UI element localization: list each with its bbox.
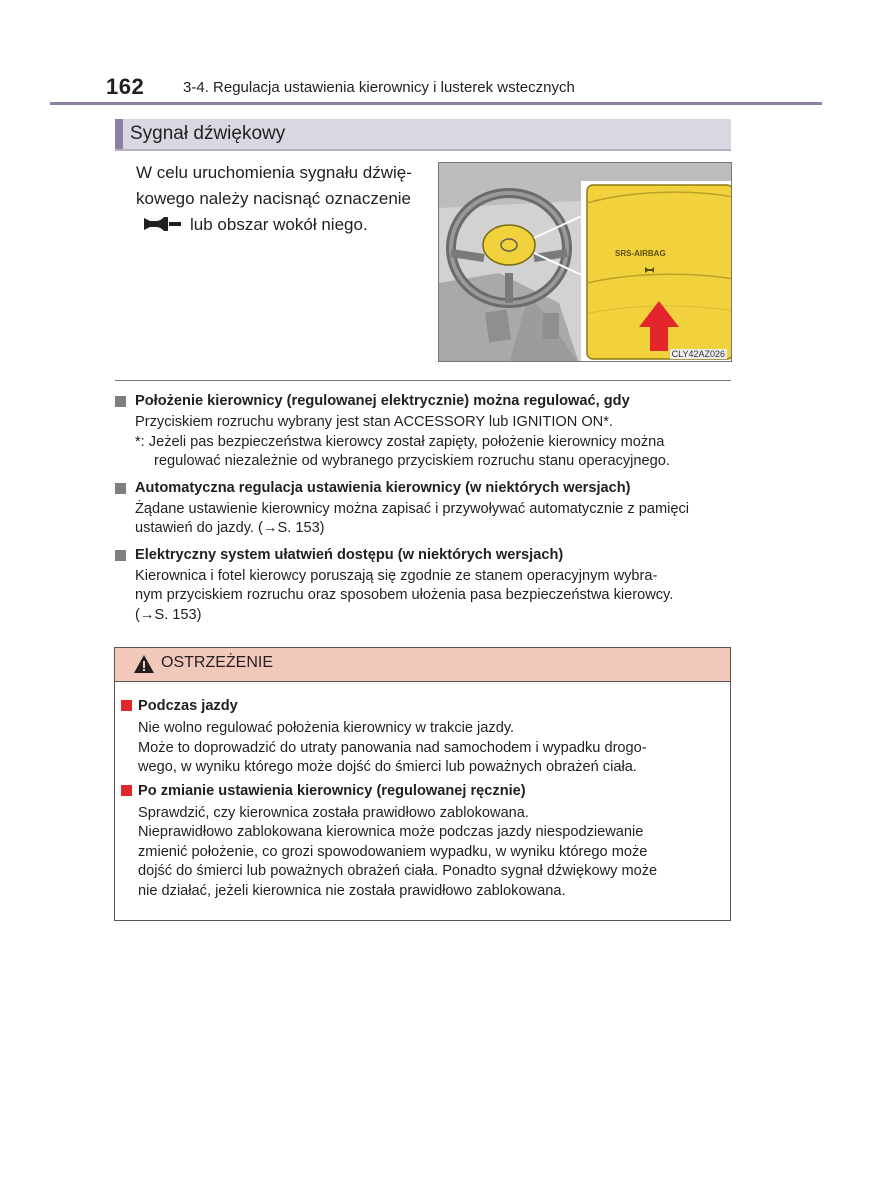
warning-block-title: Po zmianie ustawienia kierownicy (regulowanej ręcznie) — [138, 782, 526, 799]
figure-code: CLY42AZ026 — [671, 349, 725, 359]
warning-line: Sprawdzić, czy kierownica została prawidłowo zablokowana. — [138, 804, 529, 821]
warning-block-heading — [121, 781, 730, 801]
intro-line-3: lub obszar wokół niego. — [190, 215, 368, 234]
item-line: (→S. 153) — [135, 606, 202, 623]
section-title — [115, 119, 731, 151]
footnote-line: regulować niezależnie od wybranego przyciskiem rozruchu stanu operacyjnego. — [154, 453, 670, 469]
red-bullet-square — [121, 785, 132, 796]
item-heading — [115, 391, 731, 411]
bullet-square — [115, 483, 126, 494]
warning-block-text — [121, 719, 730, 778]
section-title-bar — [115, 119, 123, 149]
item-title: Automatyczna regulacja ustawienia kierownicy (w niektórych wersjach) — [135, 479, 631, 496]
warning-line: Może to doprowadzić do utraty panowania nad samochodem i wypadku drogo- — [138, 739, 647, 756]
warning-line: Nieprawidłowo zablokowana kierownica może podczas jazdy niespodziewanie — [138, 824, 644, 840]
item-heading — [115, 545, 731, 565]
warning-line: Nie wolno regulować położenia kierownicy w trakcie jazdy. — [138, 720, 515, 736]
warning-line: nie działać, jeżeli kierownica nie została prawidłowo zablokowana. — [138, 882, 566, 899]
steering-wheel-illustration — [438, 162, 732, 362]
item-text — [115, 413, 731, 472]
warning-heading: OSTRZEŻENIE — [161, 654, 274, 671]
page-number: 162 — [106, 74, 145, 99]
item-line: nym przyciskiem rozruchu oraz sposobem ułożenia pasa bezpieczeństwa kierowcy. — [135, 587, 674, 603]
bullet-square — [115, 396, 126, 407]
item-text — [115, 500, 731, 539]
warning-block-title: Podczas jazdy — [138, 698, 238, 714]
warning-box — [114, 647, 731, 921]
item-text — [115, 567, 731, 626]
airbag-label: SRS-AIRBAG — [615, 249, 666, 258]
chapter-title: 3-4. Regulacja ustawienia kierownicy i lusterek wstecznych — [183, 79, 575, 96]
cockpit-drawing — [439, 163, 732, 362]
item-line: Żądane ustawienie kierownicy można zapisać i przywoływać automatycznie z pamięci — [135, 500, 689, 517]
item-heading — [115, 478, 731, 498]
warning-block-text — [121, 804, 730, 902]
warning-line: wego, w wyniku którego może dojść do śmierci lub poważnych obrażeń ciała. — [138, 759, 637, 775]
warning-body — [115, 682, 730, 901]
horn-icon — [142, 216, 182, 232]
intro-line-2: kowego należy nacisnąć oznaczenie — [136, 189, 412, 208]
item-title: Elektryczny system ułatwień dostępu (w niektórych wersjach) — [135, 546, 564, 563]
warning-line: zmienić położenie, co grozi spowodowaniem wypadku, w wyniku którego może — [138, 843, 648, 860]
section-title-text: Sygnał dźwiękowy — [130, 123, 286, 144]
warning-triangle-icon — [133, 654, 155, 674]
footnote-line: *: Jeżeli pas bezpieczeństwa kierowcy został zapięty, położenie kierownicy można — [135, 433, 665, 450]
red-bullet-square — [121, 700, 132, 711]
item-line: Kierownica i fotel kierowcy poruszają się zgodnie ze stanem operacyjnym wybra- — [135, 567, 658, 584]
item-line: ustawień do jazdy. (→S. 153) — [135, 520, 325, 536]
intro-line-1: W celu uruchomienia sygnału dźwię- — [136, 163, 412, 182]
bullet-square — [115, 550, 126, 561]
item-line: Przyciskiem rozruchu wybrany jest stan ACCESSORY lub IGNITION ON*. — [135, 414, 613, 430]
item-title: Położenie kierownicy (regulowanej elektrycznie) można regulować, gdy — [135, 393, 630, 409]
info-items — [115, 391, 731, 625]
warning-block-heading — [121, 696, 730, 716]
header-rule — [50, 102, 822, 105]
warning-header — [115, 648, 730, 682]
intro-line-3-wrap — [136, 212, 426, 238]
intro-paragraph — [136, 160, 426, 238]
warning-line: dojść do śmierci lub poważnych obrażeń ciała. Ponadto sygnał dźwiękowy może — [138, 863, 658, 879]
divider-rule — [115, 380, 731, 381]
